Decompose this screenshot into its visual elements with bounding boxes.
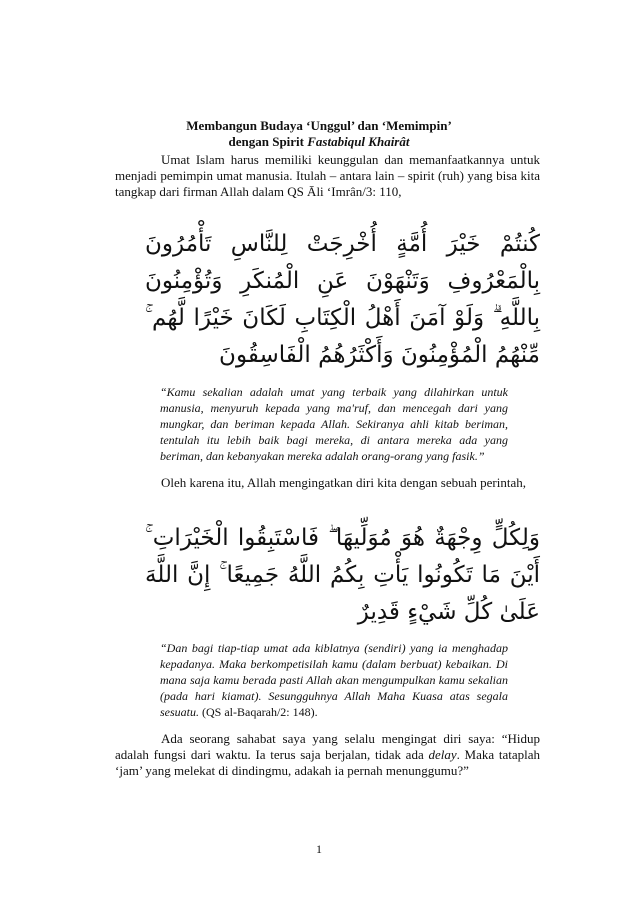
- title-italic-term: Fastabiqul Khairât: [307, 134, 410, 149]
- verse-2-citation: (QS al-Baqarah/2: 148).: [199, 705, 318, 719]
- title-line-1: Membangun Budaya ‘Unggul’ dan ‘Memimpin’: [186, 118, 452, 133]
- arabic-verse-al-baqarah: وَلِكُلٍّ وِجْهَةٌ هُوَ مُوَلِّيهَا ۖ فَاسْتَبِقُوا الْخَيْرَاتِ ۚ أَيْنَ مَا تَكُونُوا يَأْتِ بِكُمُ اللَّهُ جَمِيعًا ۚ إِنَّ اللَّهَ عَلَىٰ كُلِّ شَيْءٍ قَدِيرٌ: [145, 525, 540, 625]
- arabic-verse-ali-imran: كُنتُمْ خَيْرَ أُمَّةٍ أُخْرِجَتْ لِلنَّاسِ تَأْمُرُونَ بِالْمَعْرُوفِ وَتَنْهَوْنَ عَنِ الْمُنكَرِ وَتُؤْمِنُونَ بِاللَّهِ ۗ وَلَوْ آمَنَ أَهْلُ الْكِتَابِ لَكَانَ خَيْرًا لَّهُم ۚ مِّنْهُمُ الْمُؤْمِنُونَ وَأَكْثَرُهُمُ الْفَاسِقُونَ: [145, 231, 540, 368]
- verse-1-translation: “Kamu sekalian adalah umat yang terbaik yang dilahirkan untuk manusia, menyuruh kepada yang ma'ruf, dan mencegah dari yang mungkar, dan beriman kepada Allah. Sekiranya ahli kitab beriman, tentulah itu lebih baik bagi mereka, di antara mereka ada yang beriman, dan kebanyakan mereka adalah orang-orang yang fasik.”: [160, 385, 508, 463]
- verse-2-translation: [160, 640, 508, 720]
- closing-text-1: Ada seorang sahabat saya yang selalu mengingat diri saya: “Hidup adalah fungsi dari waktu. Ia terus saja berjalan, tidak ada: [115, 731, 540, 762]
- closing-paragraph: [115, 731, 540, 779]
- title-prefix: dengan Spirit: [228, 134, 308, 149]
- closing-italic-delay: delay: [428, 747, 457, 762]
- verse-2-text: “Dan bagi tiap-tiap umat ada kiblatnya (sendiri) yang ia menghadap kepadanya. Maka berkompetisilah kamu (dalam berbuat) kebaikan. Di mana saja kamu berada pasti Allah akan mengumpulkan kamu sekalian (pada hari kiamat). Sesungguhnya Allah Maha Kuasa atas segala sesuatu.: [160, 641, 508, 719]
- closing-text-2: . Maka tataplah ‘jam’ yang melekat di dindingmu, adakah ia pernah menunggumu?”: [115, 747, 540, 778]
- title-line-2: [0, 134, 638, 150]
- middle-paragraph: Oleh karena itu, Allah mengingatkan diri kita dengan sebuah perintah,: [161, 475, 526, 490]
- intro-paragraph: Umat Islam harus memiliki keunggulan dan memanfaatkannya untuk menjadi pemimpin umat manusia. Itulah – antara lain – spirit (ruh) yang bisa kita tangkap dari firman Allah dalam QS Āli ‘Imrân/3: 110,: [115, 152, 540, 199]
- page-number: 1: [316, 842, 322, 856]
